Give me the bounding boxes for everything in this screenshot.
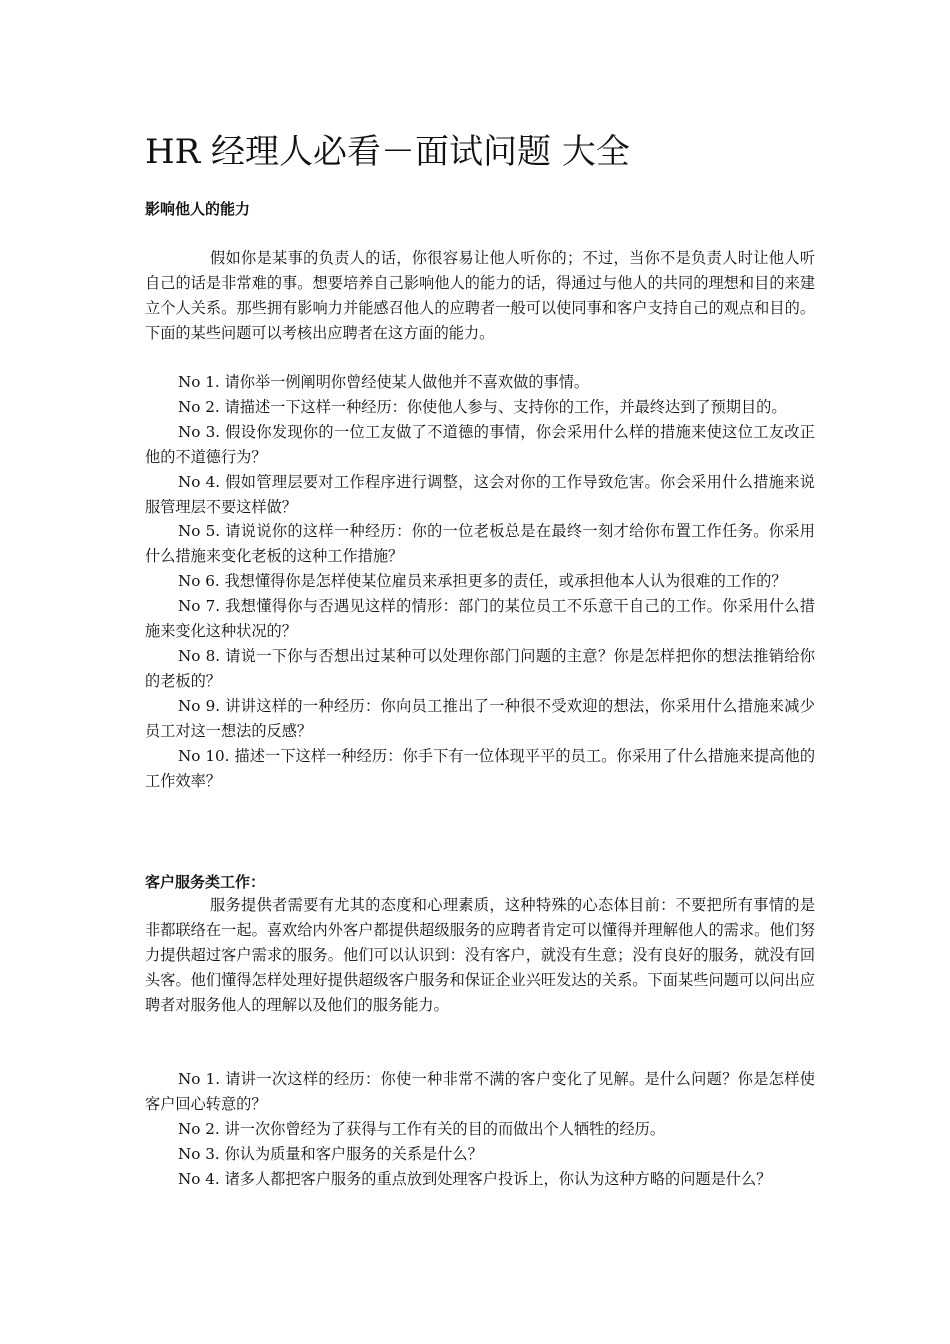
question-item: No 3. 假设你发现你的一位工友做了不道德的事情，你会采用什么样的措施来使这位工友改正他的不道德行为？ bbox=[145, 422, 815, 466]
question-item: No 2. 请描述一下这样一种经历：你使他人参与、支持你的工作，并最终达到了预期目的。 bbox=[178, 397, 787, 416]
section-service-intro bbox=[145, 893, 815, 1018]
document-title: HR 经理人必看－面试问题 大全 bbox=[145, 132, 630, 172]
question-item: No 4. 假如管理层要对工作程序进行调整，这会对你的工作导致危害。你会采用什么措施来说服管理层不要这样做？ bbox=[145, 472, 815, 516]
question-item: No 4. 诸多人都把客户服务的重点放到处理客户投诉上，你认为这种方略的问题是什么？ bbox=[178, 1169, 772, 1188]
question-list bbox=[145, 370, 815, 793]
section-influence-intro bbox=[145, 246, 815, 346]
question-list bbox=[145, 1067, 815, 1192]
question-item: No 2. 讲一次你曾经为了获得与工作有关的目的而做出个人牺牲的经历。 bbox=[178, 1119, 666, 1138]
question-item: No 10. 描述一下这样一种经历：你手下有一位体现平平的员工。你采用了什么措施来提高他的工作效率？ bbox=[145, 746, 816, 790]
intro-paragraph: 服务提供者需要有尤其的态度和心理素质，这种特殊的心态体目前：不要把所有事情的是非都联络在一起。喜欢给内外客户都提供超级服务的应聘者肯定可以懂得并理解他人的需求。他们努力提供超过客户需求的服务。他们可以认识到：没有客户，就没有生意；没有良好的服务，就没有回头客。他们懂得怎样处理好提供超级客户服务和保证企业兴旺发达的关系。下面某些问题可以问出应聘者对服务他人的理解以及他们的服务能力。 bbox=[145, 896, 815, 1014]
question-item: No 1. 请你举一例阐明你曾经使某人做他并不喜欢做的事情。 bbox=[178, 373, 590, 391]
section-influence-questions bbox=[145, 370, 815, 793]
question-item: No 5. 请说说你的这样一种经历：你的一位老板总是在最终一刻才给你布置工作任务。你采用什么措施来变化老板的这种工作措施？ bbox=[145, 522, 815, 566]
question-item: No 8. 请说一下你与否想出过某种可以处理你部门问题的主意？你是怎样把你的想法推销给你的老板的？ bbox=[145, 646, 815, 690]
question-item: No 9. 讲讲这样的一种经历：你向员工推出了一种很不受欢迎的想法，你采用什么措施来减少员工对这一想法的反感？ bbox=[145, 696, 815, 740]
section-heading-customer-service: 客户服务类工作： bbox=[145, 873, 266, 891]
question-item: No 7. 我想懂得你与否遇见这样的情形：部门的某位员工不乐意干自己的工作。你采用什么措施来变化这种状况的？ bbox=[145, 597, 815, 641]
section-service-questions bbox=[145, 1067, 815, 1192]
section-heading-influence: 影响他人的能力 bbox=[145, 200, 251, 218]
question-item: No 1. 请讲一次这样的经历：你使一种非常不满的客户变化了见解。是什么问题？你是怎样使客户回心转意的？ bbox=[145, 1070, 815, 1113]
question-item: No 6. 我想懂得你是怎样使某位雇员来承担更多的责任，或承担他本人认为很难的工作的？ bbox=[178, 572, 787, 591]
intro-paragraph: 假如你是某事的负责人的话，你很容易让他人听你的；不过，当你不是负责人时让他人听自己的话是非常难的事。想要培养自己影响他人的能力的话，得通过与他人的共同的理想和目的来建立个人关系。那些拥有影响力并能感召他人的应聘者一般可以使同事和客户支持自己的观点和目的。下面的某些问题可以考核出应聘者在这方面的能力。 bbox=[145, 249, 815, 342]
question-item: No 3. 你认为质量和客户服务的关系是什么？ bbox=[178, 1144, 483, 1163]
